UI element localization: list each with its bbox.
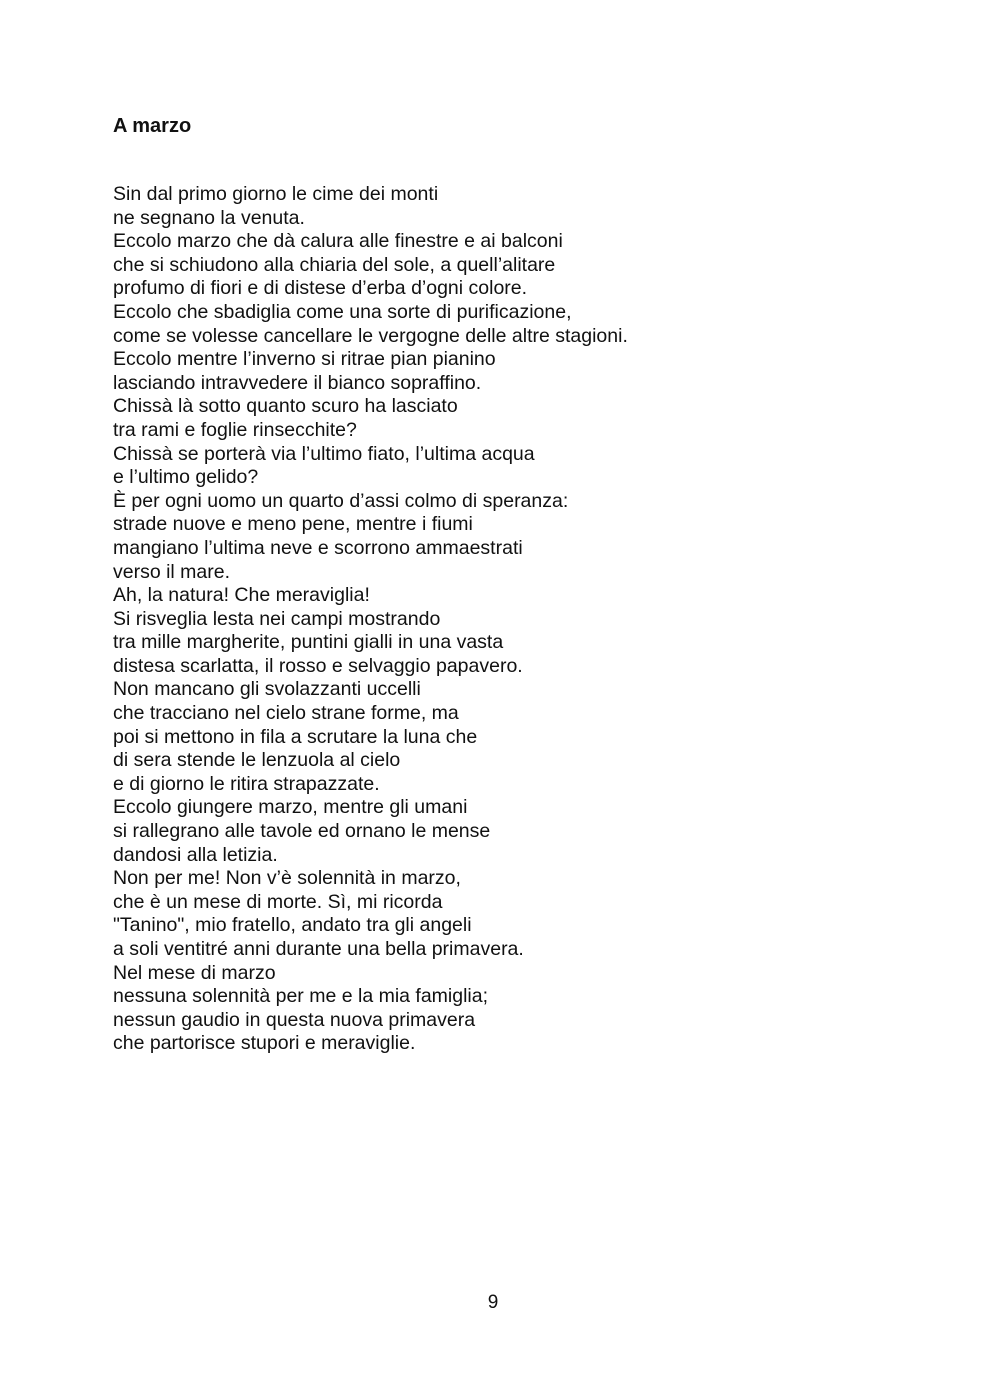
poem-line: Eccolo mentre l’inverno si ritrae pian pianino — [113, 348, 496, 371]
poem-line: che è un mese di morte. Sì, mi ricorda — [113, 890, 443, 913]
poem-line: tra mille margherite, puntini gialli in una vasta — [113, 631, 504, 654]
poem-line: Eccolo marzo che dà calura alle finestre e ai balconi — [113, 230, 563, 253]
poem-line: che si schiudono alla chiaria del sole, a quell’alitare — [113, 253, 556, 276]
poem-line: nessuna solennità per me e la mia famiglia; — [113, 985, 489, 1008]
poem-line: come se volesse cancellare le vergogne delle altre stagioni. — [113, 324, 628, 347]
poem-line: e l’ultimo gelido? — [113, 466, 259, 489]
poem-line: lasciando intravvedere il bianco sopraffino. — [113, 371, 482, 394]
poem-line: Non mancano gli svolazzanti uccelli — [113, 678, 421, 701]
poem-line: che tracciano nel cielo strane forme, ma — [113, 702, 459, 725]
poem-line: dandosi alla letizia. — [113, 843, 278, 866]
poem-line: Si risveglia lesta nei campi mostrando — [113, 607, 441, 630]
poem-line: "Tanino", mio fratello, andato tra gli angeli — [113, 914, 472, 937]
poem-line: Nel mese di marzo — [113, 961, 276, 984]
poem-line: Chissà se porterà via l’ultimo fiato, l’ultima acqua — [113, 442, 535, 465]
poem-line: ne segnano la venuta. — [113, 206, 305, 229]
poem-line: Non per me! Non v’è solennità in marzo, — [113, 867, 461, 890]
poem-line: si rallegrano alle tavole ed ornano le mense — [113, 820, 491, 843]
poem-line: distesa scarlatta, il rosso e selvaggio papavero. — [113, 654, 523, 677]
poem-title: A marzo — [113, 115, 192, 137]
poem-line: È per ogni uomo un quarto d’assi colmo di speranza: — [113, 489, 569, 512]
poem-line: che partorisce stupori e meraviglie. — [113, 1032, 416, 1055]
poem-line: strade nuove e meno pene, mentre i fiumi — [113, 513, 473, 536]
poem-line: profumo di fiori e di distese d’erba d’ogni colore. — [113, 277, 528, 300]
poem-line: mangiano l’ultima neve e scorrono ammaestrati — [113, 536, 523, 559]
poem-line: poi si mettono in fila a scrutare la luna che — [113, 725, 478, 748]
poem-line: Chissà là sotto quanto scuro ha lasciato — [113, 395, 458, 418]
poem-line: nessun gaudio in questa nuova primavera — [113, 1008, 476, 1031]
poem-line: di sera stende le lenzuola al cielo — [113, 749, 401, 772]
poem-line: Ah, la natura! Che meraviglia! — [113, 584, 370, 607]
poem-line: tra rami e foglie rinsecchite? — [113, 418, 357, 441]
poem-line: Eccolo che sbadiglia come una sorte di purificazione, — [113, 300, 572, 323]
poem-line: Sin dal primo giorno le cime dei monti — [113, 183, 439, 205]
poem-line: e di giorno le ritira strapazzate. — [113, 772, 380, 795]
poem-line: a soli ventitré anni durante una bella primavera. — [113, 938, 524, 960]
poem-line: verso il mare. — [113, 560, 231, 583]
poem-line: Eccolo giungere marzo, mentre gli umani — [113, 796, 468, 819]
page-number: 9 — [487, 1292, 499, 1313]
poem-body — [113, 183, 628, 1056]
